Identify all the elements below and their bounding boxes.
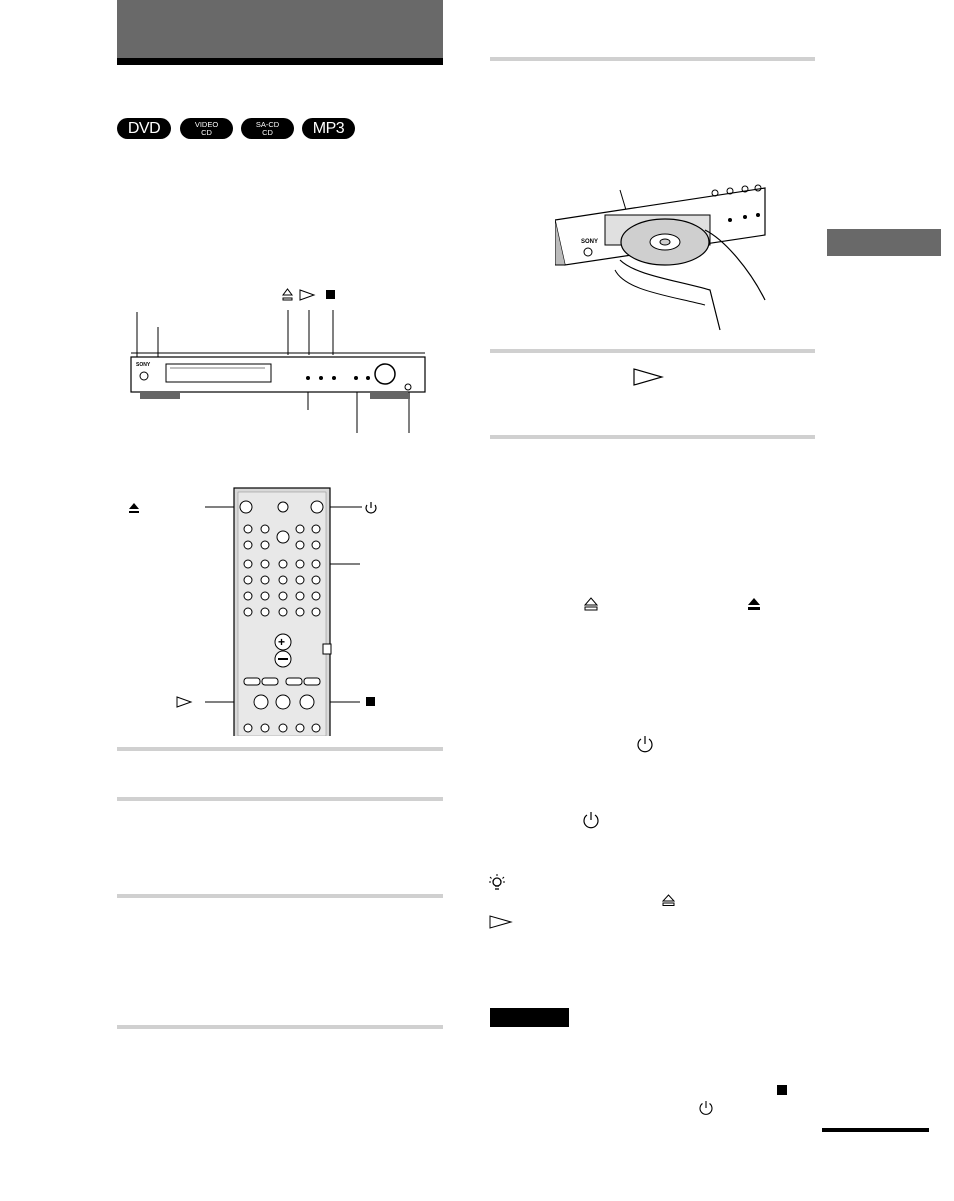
disc-insertion-illustration bbox=[555, 180, 775, 335]
stop-square-icon bbox=[366, 697, 375, 706]
eject-outline-icon bbox=[662, 894, 675, 907]
play-outline-icon bbox=[177, 697, 191, 707]
svg-text:+: + bbox=[278, 635, 286, 649]
power-icon bbox=[698, 1100, 714, 1116]
tip-bulb-icon bbox=[488, 873, 506, 893]
step-rule-3 bbox=[117, 894, 443, 898]
step-rule-1 bbox=[117, 747, 443, 751]
power-icon bbox=[582, 811, 600, 829]
power-icon bbox=[636, 735, 654, 753]
badge-mp3: MP3 bbox=[302, 118, 355, 139]
step-rule-2 bbox=[117, 797, 443, 801]
badge-video-cd: VIDEO CD bbox=[180, 118, 233, 139]
play-outline-icon bbox=[632, 368, 664, 386]
power-icon bbox=[366, 502, 376, 513]
stop-square-icon bbox=[326, 290, 335, 299]
eject-outline-icon bbox=[584, 597, 599, 612]
stop-square-icon bbox=[776, 1084, 788, 1096]
eject-outline-icon bbox=[283, 289, 292, 300]
svg-text:SONY: SONY bbox=[581, 239, 599, 245]
play-outline-icon bbox=[489, 915, 513, 929]
section-title-block bbox=[117, 0, 443, 58]
eject-filled-icon bbox=[129, 503, 139, 513]
step-rule-6 bbox=[490, 349, 815, 353]
section-title-rule bbox=[117, 58, 443, 65]
step-rule-4 bbox=[117, 1025, 443, 1029]
play-outline-icon bbox=[300, 290, 314, 300]
eject-filled-icon bbox=[747, 597, 762, 612]
step-rule-5 bbox=[490, 57, 815, 61]
continued-rule bbox=[822, 1128, 929, 1132]
remote-control-illustration bbox=[120, 482, 390, 736]
note-label-block bbox=[490, 1008, 569, 1027]
player-front-panel-illustration bbox=[120, 285, 440, 440]
badge-dvd: DVD bbox=[117, 118, 171, 139]
chapter-side-tab bbox=[827, 229, 941, 256]
svg-text:SONY: SONY bbox=[136, 362, 151, 368]
badge-sacd-cd: SA-CD CD bbox=[241, 118, 294, 139]
step-rule-7 bbox=[490, 435, 815, 439]
